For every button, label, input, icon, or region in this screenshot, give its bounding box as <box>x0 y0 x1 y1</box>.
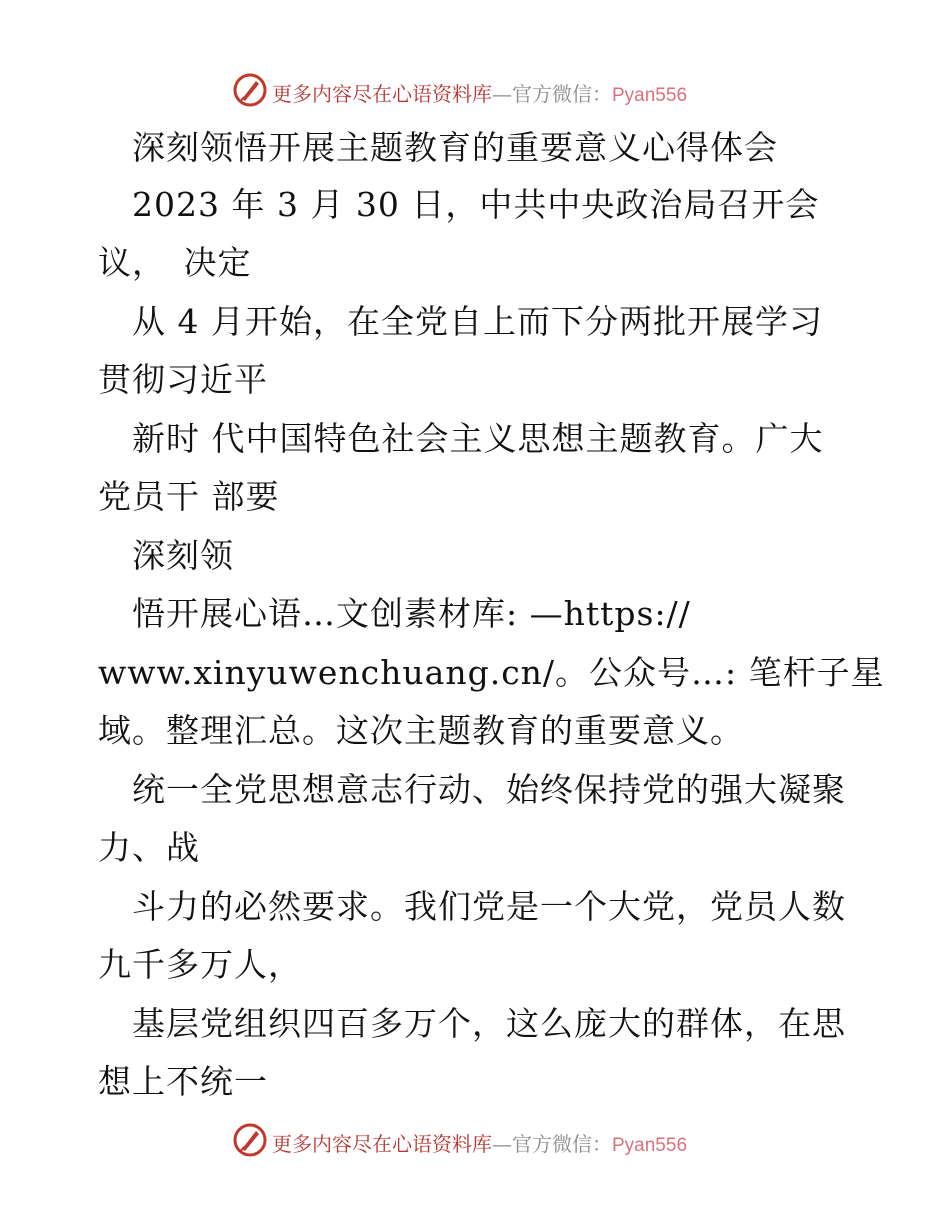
doc-line: 斗力的必然要求。我们党是一个大党，党员人数 <box>98 887 846 926</box>
doc-line: 党员干 部要 <box>98 477 280 516</box>
footer-banner <box>0 1120 950 1160</box>
doc-line: 新时 代中国特色社会主义思想主题教育。广大 <box>98 419 824 458</box>
banner-main-text: 更多内容尽在心语资料库 <box>272 82 492 106</box>
banner-text <box>272 1128 687 1157</box>
doc-line: 基层党组织四百多万个，这么庞大的群体，在思 <box>98 1004 846 1043</box>
doc-line: 悟开展心语…文创素材库: —https:// <box>98 594 691 633</box>
header-banner <box>0 70 950 110</box>
banner-dash: — <box>492 82 512 106</box>
banner-wechat-id: Pyan556 <box>612 1135 688 1156</box>
doc-line: 想上不统一 <box>98 1062 268 1101</box>
doc-line: 域。整理汇总。这次主题教育的重要意义。 <box>98 711 744 750</box>
doc-line: 贯彻习近平 <box>98 360 268 399</box>
doc-line: www.xinyuwenchuang.cn/。公众号…: 笔杆子星 <box>98 653 885 692</box>
doc-line: 深刻领 <box>98 536 234 575</box>
doc-line: 议， 决定 <box>98 243 252 282</box>
banner-text <box>272 78 687 107</box>
banner-wechat-id: Pyan556 <box>612 85 688 106</box>
banner-main-text: 更多内容尽在心语资料库 <box>272 1132 492 1156</box>
doc-line: 从 4 月开始，在全党自上而下分两批开展学习 <box>98 302 823 341</box>
quill-logo-icon <box>232 72 268 108</box>
doc-line: 统一全党思想意志行动、始终保持党的强大凝聚 <box>98 770 846 809</box>
doc-line: 九千多万人， <box>98 945 302 984</box>
quill-logo-icon <box>232 1122 268 1158</box>
doc-line: 力、战 <box>98 828 200 867</box>
banner-label: 官方微信： <box>512 82 612 106</box>
banner-dash: — <box>492 1132 512 1156</box>
doc-line: 深刻领悟开展主题教育的重要意义心得体会 <box>98 128 778 167</box>
banner-label: 官方微信： <box>512 1132 612 1156</box>
doc-line: 2023 年 3 月 30 日，中共中央政治局召开会 <box>98 185 820 224</box>
